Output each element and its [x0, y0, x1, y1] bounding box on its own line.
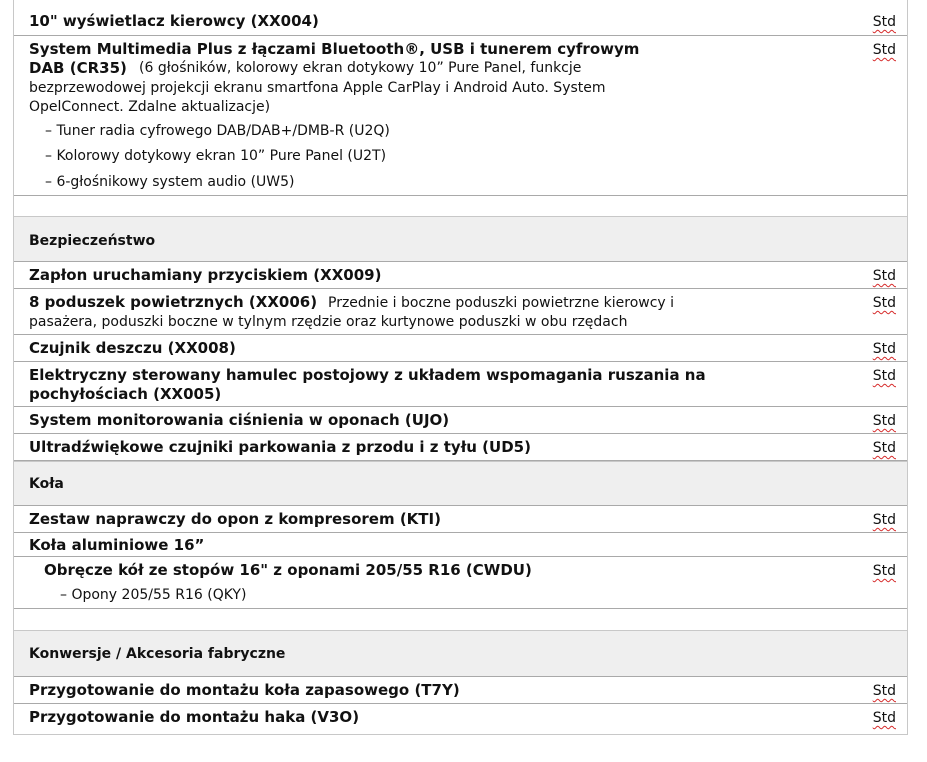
option-title: Zapłon uruchamiany przyciskiem (XX009): [29, 266, 382, 284]
std-label: Std: [872, 512, 896, 528]
std-label: Std: [872, 14, 896, 30]
std-label: Std: [872, 413, 896, 429]
option-row-spare-wheel: [14, 677, 907, 704]
option-desc-line1: (6 głośników, kolorowy ekran dotykowy 10” Pure Panel, funkcje: [139, 60, 582, 76]
option-row-rims: [14, 557, 907, 609]
option-desc-line2: bezprzewodowej projekcji ekranu smartfona Apple CarPlay i Android Auto. System: [29, 80, 606, 96]
std-label: Std: [872, 710, 896, 726]
section-title: Konwersje / Akcesoria fabryczne: [29, 646, 286, 662]
option-title: Koła aluminiowe 16”: [29, 536, 205, 554]
std-label: Std: [872, 683, 896, 699]
option-title-line1: System Multimedia Plus z łączami Bluetooth®, USB i tunerem cyfrowym: [29, 40, 640, 58]
option-title: 8 poduszek powietrznych (XX006): [29, 293, 318, 311]
option-row-tow-hook: [14, 704, 907, 735]
option-row-parking-brake: [14, 362, 907, 407]
option-title: Przygotowanie do montażu koła zapasowego (T7Y): [29, 681, 460, 699]
option-title-line2: [29, 59, 127, 78]
option-title: System monitorowania ciśnienia w oponach (UJO): [29, 411, 450, 429]
option-row-airbags: [14, 289, 907, 335]
option-row-display: [14, 8, 907, 36]
section-header-safety: [14, 216, 907, 262]
section-title: Bezpieczeństwo: [29, 233, 156, 249]
std-label: Std: [872, 563, 896, 579]
std-label: Std: [872, 268, 896, 284]
option-row-multimedia: [14, 36, 907, 196]
std-label: Std: [872, 295, 896, 311]
option-title: Czujnik deszczu (XX008): [29, 339, 236, 357]
section-title: Koła: [29, 476, 64, 492]
option-title: 10" wyświetlacz kierowcy (XX004): [29, 12, 319, 30]
option-row-parking-sensors: [14, 434, 907, 461]
options-table: [13, 0, 908, 735]
option-title: Obręcze kół ze stopów 16" z oponami 205/55 R16 (CWDU): [44, 561, 532, 579]
option-row-tpms: [14, 407, 907, 434]
option-title-line1: Elektryczny sterowany hamulec postojowy z układem wspomagania ruszania na: [29, 366, 706, 384]
section-header-accessories: [14, 630, 907, 677]
std-label: Std: [872, 440, 896, 456]
option-desc-line3: OpelConnect. Zdalne aktualizacje): [29, 99, 271, 115]
std-label: Std: [872, 341, 896, 357]
section-header-wheels: [14, 461, 907, 506]
std-label: Std: [872, 42, 896, 58]
option-row-ignition: [14, 262, 907, 289]
option-title: Przygotowanie do montażu haka (V3O): [29, 708, 360, 726]
option-title-line2: pochyłościach (XX005): [29, 385, 222, 403]
option-row-rain-sensor: [14, 335, 907, 362]
sub-item-audio: – 6-głośnikowy system audio (UW5): [45, 174, 295, 190]
option-row-alloy-wheels: [14, 533, 907, 557]
std-label: Std: [872, 368, 896, 384]
option-title: Ultradźwiękowe czujniki parkowania z przodu i z tyłu (UD5): [29, 438, 531, 456]
sub-item-dab: – Tuner radia cyfrowego DAB/DAB+/DMB-R (U2Q): [45, 123, 390, 139]
sub-item-tyres: – Opony 205/55 R16 (QKY): [60, 587, 247, 603]
option-title-code: DAB (CR35): [29, 59, 127, 77]
sub-item-screen: – Kolorowy dotykowy ekran 10” Pure Panel (U2T): [45, 148, 387, 164]
option-title: Zestaw naprawczy do opon z kompresorem (KTI): [29, 510, 441, 528]
option-row-repair-kit: [14, 506, 907, 533]
option-desc-line1: Przednie i boczne poduszki powietrzne kierowcy i: [328, 295, 675, 311]
option-desc-line2: pasażera, poduszki boczne w tylnym rzędzie oraz kurtynowe poduszki w obu rzędach: [29, 314, 628, 330]
